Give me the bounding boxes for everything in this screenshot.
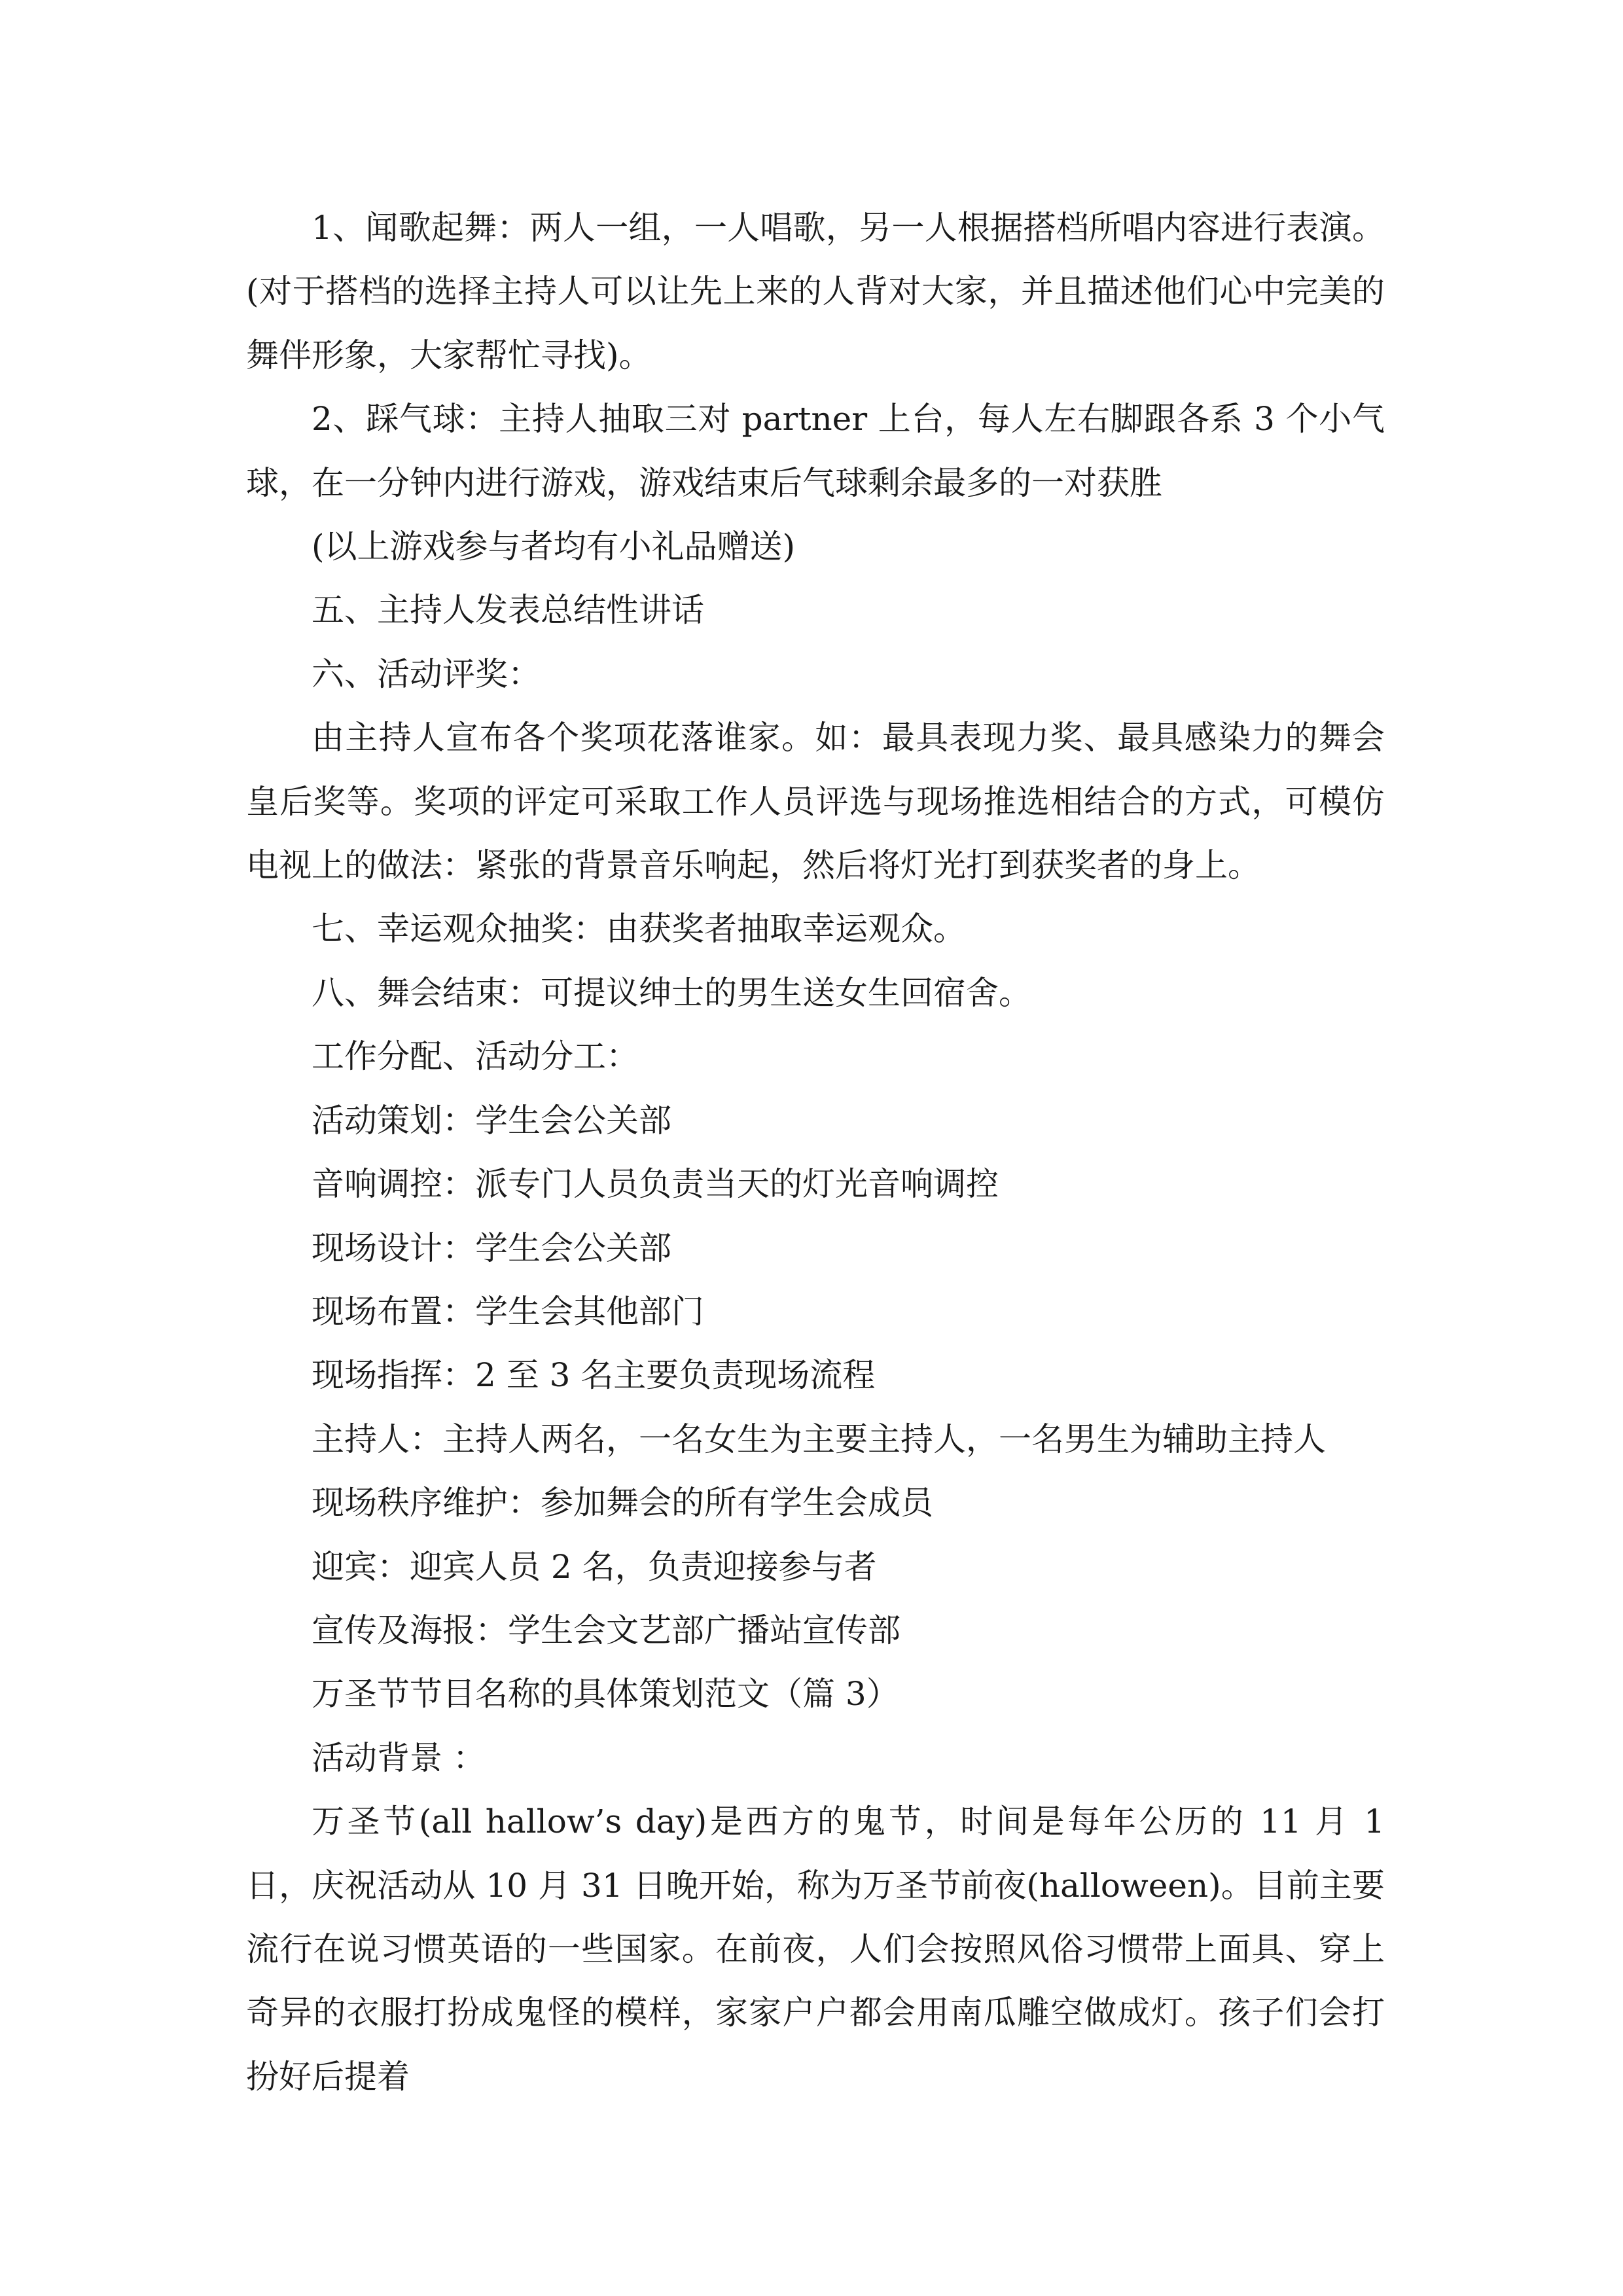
paragraph-section-eight: 八、舞会结束：可提议绅士的男生送女生回宿舍。 [312,973,1031,1012]
paragraph-site-command: 现场指挥：2 至 3 名主要负责现场流程 [312,1356,876,1395]
paragraph-audio: 音响调控：派专门人员负责当天的灯光音响调控 [312,1165,999,1204]
paragraph-planning: 活动策划：学生会公关部 [312,1101,671,1139]
paragraph-section-five: 五、主持人发表总结性讲话 [312,591,704,630]
paragraph-background-label: 活动背景 ： [312,1738,486,1777]
paragraph-site-design: 现场设计：学生会公关部 [312,1229,671,1267]
paragraph-halloween-background: 万圣节(all hallow’s day)是西方的鬼节，时间是每年公历的 11 月 1 日，庆祝活动从 10 月 31 日晚开始，称为万圣节前夜(halloween)。目前主要流行在说习惯英语的一些国家。在前夜，人们会按照风俗习惯带上面具、穿上奇异的衣服打扮成鬼怪的模样，家家户户都会用南瓜雕空做成灯。孩子们会打扮好后提着 [246,1803,1385,2096]
paragraph-order: 现场秩序维护：参加舞会的所有学生会成员 [312,1484,933,1522]
paragraph-game-dance: 1、闻歌起舞：两人一组，一人唱歌，另一人根据搭档所唱内容进行表演。(对于搭档的选择主持人可以让先上来的人背对大家，并且描述他们心中完美的舞伴形象，大家帮忙寻找)。 [246,209,1385,374]
paragraph-section-six: 六、活动评奖： [312,655,541,693]
paragraph-section-heading: 万圣节节目名称的具体策划范文（篇 3） [312,1675,899,1713]
paragraph-reception: 迎宾：迎宾人员 2 名，负责迎接参与者 [312,1547,877,1586]
paragraph-publicity: 宣传及海报：学生会文艺部广播站宣传部 [312,1611,901,1649]
paragraph-hosts: 主持人：主持人两名，一名女生为主要主持人，一名男生为辅助主持人 [312,1420,1326,1458]
paragraph-awards: 由主持人宣布各个奖项花落谁家。如：最具表现力奖、最具感染力的舞会皇后奖等。奖项的评定可采取工作人员评选与现场推选相结合的方式，可模仿电视上的做法：紧张的背景音乐响起，然后将灯光打到获奖者的身上。 [246,719,1385,885]
paragraph-site-setup: 现场布置：学生会其他部门 [312,1292,704,1331]
paragraph-section-seven: 七、幸运观众抽奖：由获奖者抽取幸运观众。 [312,910,966,948]
paragraph-gift-note: (以上游戏参与者均有小礼品赠送) [312,528,796,566]
paragraph-game-balloon: 2、踩气球：主持人抽取三对 partner 上台，每人左右脚跟各系 3 个小气球，在一分钟内进行游戏，游戏结束后气球剩余最多的一对获胜 [246,400,1385,502]
paragraph-work-assignment: 工作分配、活动分工： [312,1037,639,1076]
document-body [246,196,1385,2109]
